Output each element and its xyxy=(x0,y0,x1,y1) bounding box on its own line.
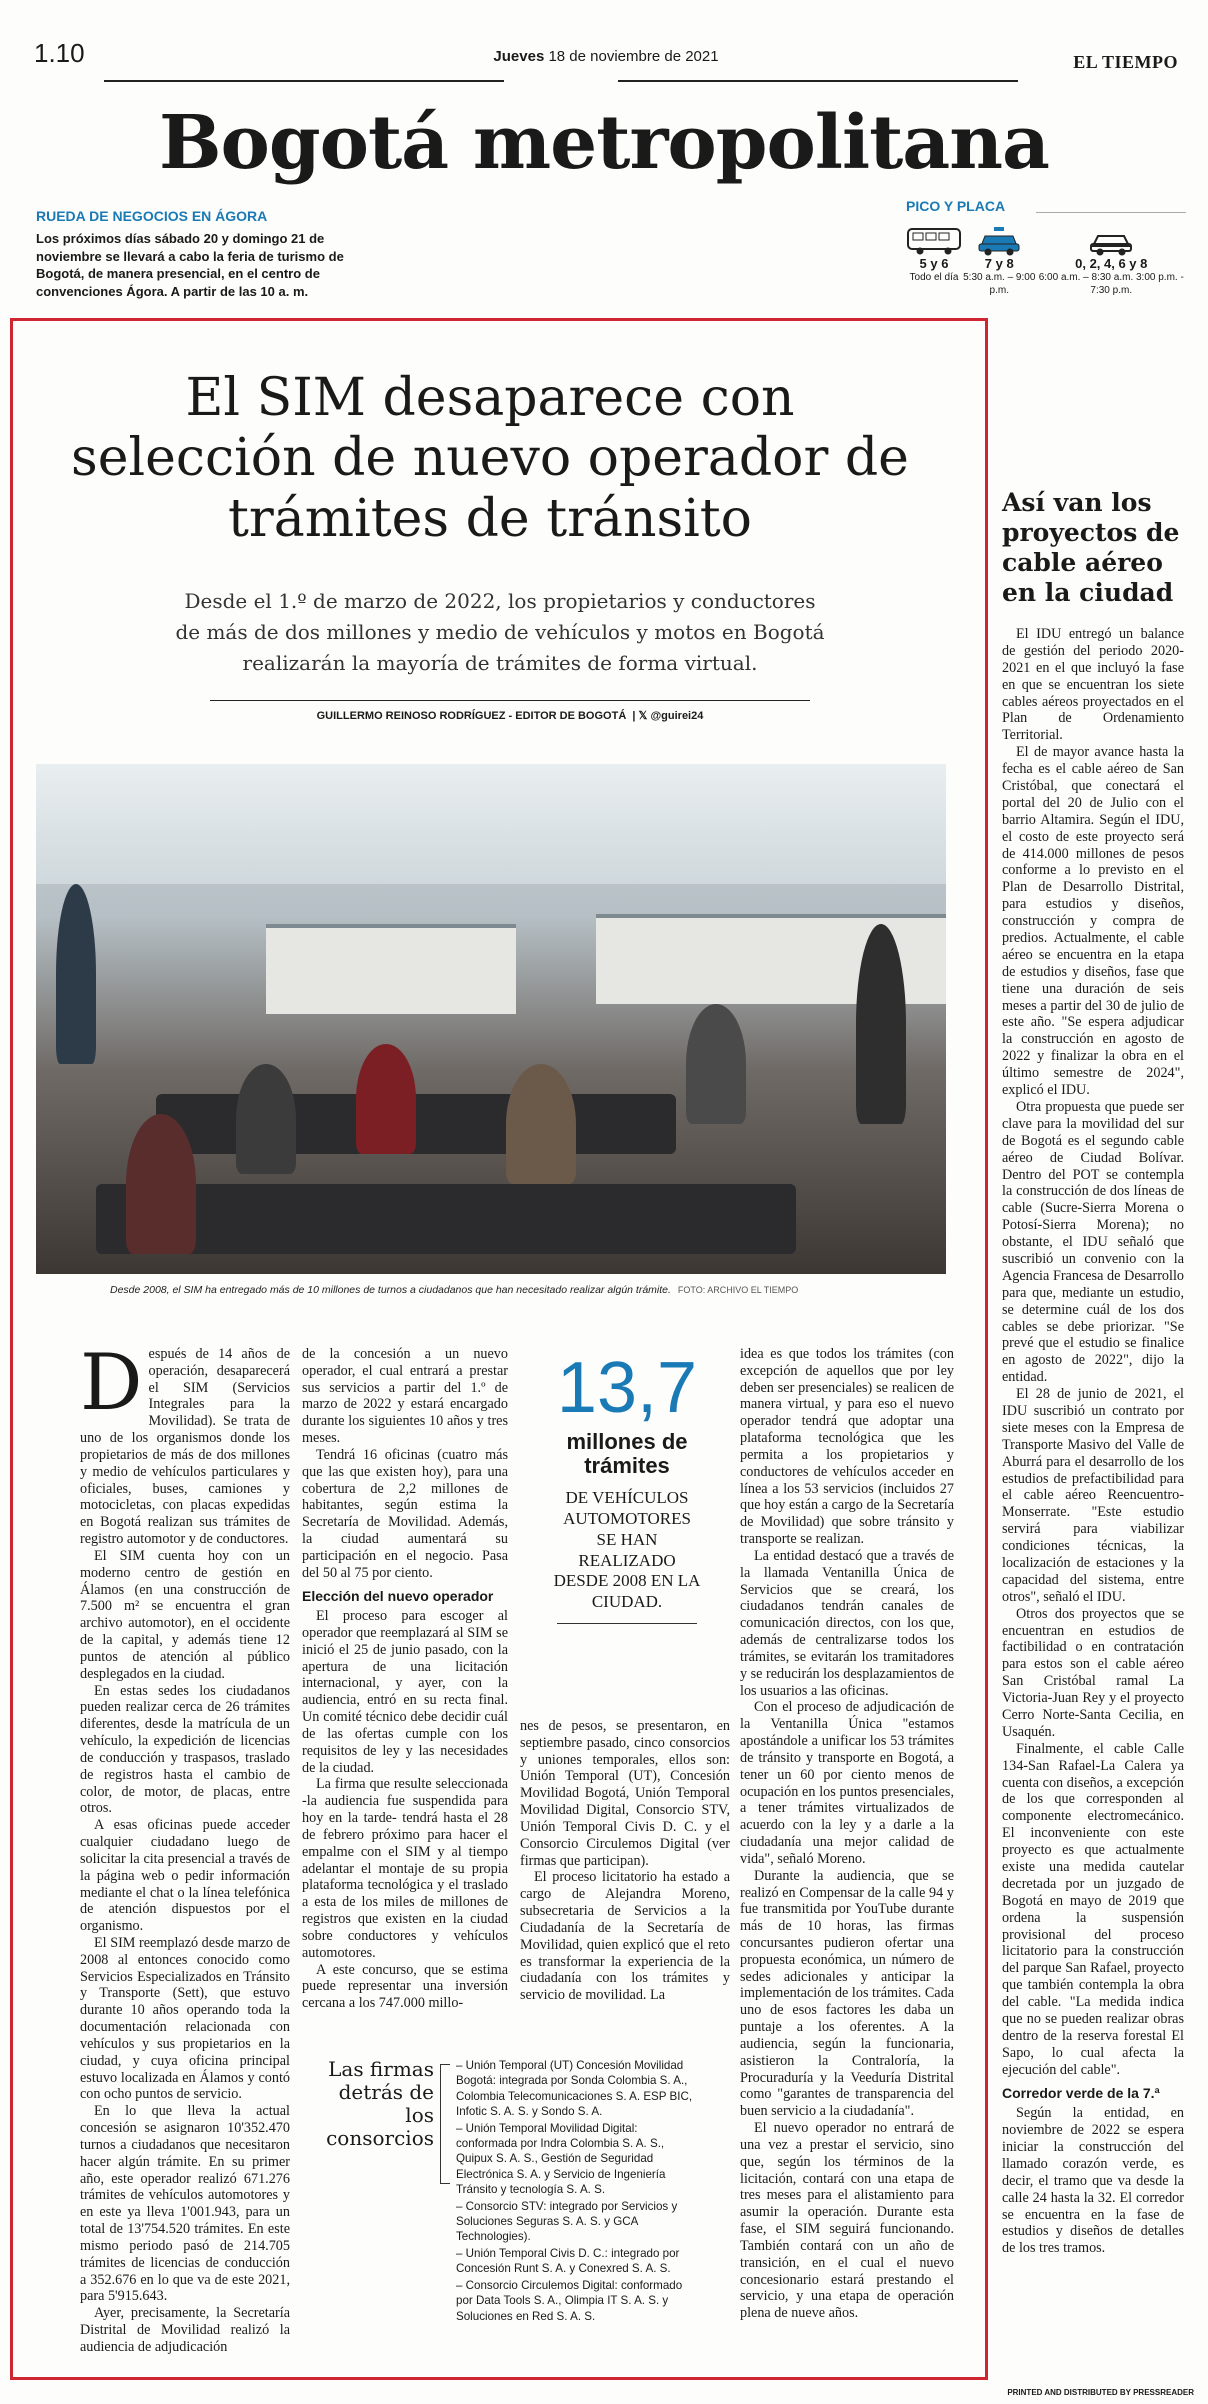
photo-person xyxy=(56,884,96,1064)
list-item: – Unión Temporal Movilidad Digital: conformada por Indra Colombia S. A. S., Quipux S. A. S., Gestión de Seguridad Electrónica S. A. y Servicio de Ingeniería Tránsito y tecnología S. A. S. xyxy=(456,2121,666,2197)
paragraph: El de mayor avance hasta la fecha es el cable aéreo de San Cristóbal, que conectará el portal del 20 de Julio con el barrio Altamira. Según el IDU, el costo de este proyecto será de 414.000 millones de pesos conforme a lo previsto en el Plan de Desarrollo Distrital, para estudios y diseños, construcción y compra de predios. Actualmente, el cable aéreo se encuentra en la etapa de estudios y diseños, fase que tiene una duración de seis meses a partir del 30 de julio de este año. "Se espera adjudicar la construcción en agosto de 2022 y finalizar la obra en el último semestre de 2024", explicó el IDU. xyxy=(1002,744,1184,1099)
bus-icon xyxy=(906,222,962,256)
car-icon xyxy=(1037,222,1186,256)
paragraph: Tendrá 16 oficinas (cuatro más que las que existen hoy), para una cobertura de 2,2 millones de habitantes, según estima la Secretaría de Movilidad. Además, la ciudad aumentará su participación en el negocio. Pasa del 50 al 75 por ciento. xyxy=(302,1446,508,1581)
paragraph: Otros dos proyectos que se encuentran en estudios de factibilidad o en contratación para estos son el cable aéreo San Cristóbal ramal La Victoria-Juan Rey y el proyecto Cerro Norte-Santa Cecilia, en Usaquén. xyxy=(1002,1605,1184,1740)
paragraph: A esas oficinas puede acceder cualquier ciudadano luego de solicitar la cita presencial a través de la página web o pedir información mediante el chat o la línea telefónica de atención dispuestos por el organismo. xyxy=(80,1817,290,1935)
subheading: Elección del nuevo operador xyxy=(302,1587,494,1604)
byline-author: GUILLERMO REINOSO RODRÍGUEZ - EDITOR DE BOGOTÁ xyxy=(316,710,627,722)
twitter-icon: | 𝕏 xyxy=(629,710,651,722)
article-column-2 xyxy=(302,1346,508,2012)
stat-callout xyxy=(552,1348,702,1624)
brief-text: Los próximos días sábado 20 y domingo 21 de noviembre se llevará a cabo la feria de turismo de Bogotá, de manera presencial, en el centro de convenciones Ágora. A partir de las 10 a. m. xyxy=(36,231,344,299)
paragraph: El nuevo operador no entrará de una vez a prestar el servicio, sino que, según los términos de la licitación, contará con una etapa de tres meses para el alistamiento para asumir la operación. Durante esta fase, el SIM seguirá funcionando. También contará con un año de transición, en el cual el nuevo concesionario estará prestando el servicio, y una etapa de operación plena de nueve años. xyxy=(740,2120,954,2322)
stat-value: 13,7 xyxy=(556,1348,698,1428)
article-column-1 xyxy=(80,1338,290,2356)
byline-handle: @guirei24 xyxy=(650,710,704,722)
pico-item-bus xyxy=(906,222,962,297)
paragraph: Durante la audiencia, que se realizó en Compensar de la calle 94 y fue transmitida por YouTube durante más de 10 horas, las firmas concursantes pudieron ofertar una propuesta económica, un número de sedes adicionales y anticipar la implementación de los trámites. Cada uno de esos factores les daba un puntaje a los oferentes. A la audiencia, según la funcionaria, asistieron la Contraloría, la Procuraduría y la Veeduría Distrital como "garantes de transparencia del buen servicio a la ciudadanía". xyxy=(740,1867,954,2120)
paragraph: En estas sedes los ciudadanos pueden realizar cerca de 26 trámites diferentes, desde la matrícula de un vehículo, la expedición de licencias de conducción y traspasos, traslado de registros hasta el cambio de color, de motor, de placas, entre otros. xyxy=(80,1682,290,1817)
paragraph: Según la entidad, en noviembre de 2022 se espera iniciar la construcción del llamado corazón verde, es decir, el tramo que va desde la calle 24 hasta la 32. El corredor se encuentra en la fase de estudios y diseños de detalles de los tres tramos. xyxy=(1002,2105,1184,2257)
pico-item-car xyxy=(1037,222,1186,297)
pico-placa-box xyxy=(906,198,1186,297)
paragraph: El SIM cuenta hoy con un moderno centro de gestión en Álamos (en una construcción de 7.500 m² se encuentra el gran archivo automotor), en el occidente de la capital, y además tiene 12 puntos de atención al público desplegados en la ciudad. xyxy=(80,1547,290,1682)
list-item: – Consorcio STV: integrado por Servicios y Soluciones Seguras S. A. S. y GCA Technologies). xyxy=(456,2199,678,2244)
pico-hours: 6:00 a.m. – 8:30 a.m. 3:00 p.m. - 7:30 p.m. xyxy=(1038,272,1184,296)
photo-person xyxy=(236,1064,296,1174)
paragraph: Ayer, precisamente, la Secretaría Distrital de Movilidad realizó la audiencia de adjudicación xyxy=(80,2305,290,2355)
photo-person xyxy=(686,1004,746,1124)
pico-plates: 7 y 8 xyxy=(984,256,1014,271)
pico-placa-title: PICO Y PLACA xyxy=(906,198,1006,214)
stat-unit: millones de trámites xyxy=(566,1429,688,1479)
paragraph: El 28 de junio de 2021, el IDU suscribió un contrato por siete meses con la Empresa de Transporte Masivo del Valle de Aburrá para el desarrollo de los estudios de prefactibilidad para el cable aéreo Reencuentro-Monserrate. "Este estudio servirá para viabilizar condiciones técnicas, la localización de estaciones y la capacidad del sistema, entre otros", señaló el IDU. xyxy=(1002,1386,1184,1605)
sidebar-title: Así van los proyectos de cable aéreo en la ciudad xyxy=(1002,488,1180,607)
paragraph: de la concesión a un nuevo operador, el cual entrará a prestar sus servicios a partir del 1.º de marzo de 2022 y estará encargado durante los siguientes 10 años y tres meses. xyxy=(302,1346,508,1447)
newspaper-logo: EL TIEMPO xyxy=(1073,52,1178,72)
pico-hours: Todo el día xyxy=(909,272,959,284)
paragraph: idea es que todos los trámites (con excepción de aquellos que por ley deben ser presenciales) se realicen de manera virtual, y para eso el nuevo operador tendrá que adoptar una plataforma tecnológica que les permita a los propietarios y conductores de vehículos acceder en línea a los 53 servicios (incluidos 27 que hoy están a cargo de la Secretaría de Movilidad) que sobre tránsito y transporte se realizan. xyxy=(740,1346,954,1548)
byline xyxy=(210,700,810,722)
firms-brace xyxy=(440,2064,450,2184)
masthead-bar xyxy=(34,38,1178,74)
sidebar-body xyxy=(1002,626,1184,2257)
page-number: 1.10 xyxy=(34,38,85,68)
photo-person xyxy=(856,924,906,1124)
photo-ceiling xyxy=(36,764,946,884)
paragraph: Finalmente, el cable Calle 134-San Rafael-La Calera ya cuenta con diseños, a excepción de los que corresponden al componente electromecánico. El inconveniente con este proyecto es que actualmente existe una medida cautelar decretada por un juzgado de Bogotá en mayo de 2019 que ordena la suspensión provisional del proceso licitatorio para la construcción del parque San Rafael, proyecto que también contempla la obra del cable. "La medida indica que no se pueden realizar obras dentro de la reserva forestal El Sapo, lo cual afecta la ejecución del cable". xyxy=(1002,1740,1184,2078)
photo-credit: FOTO: ARCHIVO EL TIEMPO xyxy=(677,1285,799,1295)
firms-label: Las firmas detrás de los consorcios xyxy=(326,2057,434,2150)
paragraph: En lo que lleva la actual concesión se asignaron 10'352.470 turnos a ciudadanos que necesitaron hacer algún trámite. En su primer año, este operador realizó 671.276 trámites de vehículos automotores y en este ya lleva 1'001.943, para un total de 13'754.520 trámites. En este mismo periodo pasó de 214.705 trámites de licencias de conducción a 352.676 en lo que va de este 2021, para 5'915.643. xyxy=(80,2103,290,2305)
caption-text: Desde 2008, el SIM ha entregado más de 10 millones de turnos a ciudadanos que han necesitado realizar algún trámite. xyxy=(110,1284,671,1296)
date-weekday: Jueves xyxy=(493,48,545,65)
paragraph: La firma que resulte seleccionada -la audiencia fue suspendida para hoy en la tarde- tendrá hasta el 28 de febrero próximo para hacer el empalme con el SIM y al tiempo adelantar el montaje de su propia plataforma tecnológica y el traslado a esta de los miles de millones de registros que existen en la ciudad sobre conductores y vehículos automotores. xyxy=(302,1776,508,1961)
article-deck: Desde el 1.º de marzo de 2022, los propietarios y conductores de más de dos millones y medio de vehículos y motos en Bogotá realizarán la mayoría de trámites de forma virtual. xyxy=(175,589,825,675)
list-item: – Unión Temporal Civis D. C.: integrado por Concesión Runt S. A. y Conexred S. A. S. xyxy=(456,2246,680,2276)
paragraph: El proceso licitatorio ha estado a cargo de Alejandra Moreno, subsecretaria de Servicios a la Ciudadanía de la Secretaría de Movilidad, quien explicó que el reto es transformar la experiencia de la ciudadanía con los trámites y servicio de movilidad. La xyxy=(520,1869,730,2004)
list-item: – Unión Temporal (UT) Concesión Movilidad Bogotá: integrada por Sonda Colombia S. A., Colombia Telecomunicaciones S. A. ESP BIC, Infotic S. A. S. y Sondo S. A. xyxy=(456,2059,693,2119)
stat-description: DE VEHÍCULOS AUTOMOTORES SE HAN REALIZADO DESDE 2008 EN LA CIUDAD. xyxy=(553,1488,701,1612)
photo-person xyxy=(356,1044,416,1154)
article-headline: El SIM desaparece con selección de nuevo operador de trámites de tránsito xyxy=(71,368,909,549)
pico-hours: 5:30 a.m. – 9:00 p.m. xyxy=(963,272,1036,296)
paragraph: A este concurso, que se estima puede representar una inversión cercana a los 747.000 millo- xyxy=(302,1961,508,2012)
photo-person xyxy=(126,1114,196,1254)
article-column-4 xyxy=(740,1346,954,2322)
brief-title: RUEDA DE NEGOCIOS EN ÁGORA xyxy=(36,208,268,224)
stat-rule xyxy=(557,1623,697,1624)
firms-list xyxy=(456,2058,696,2325)
sidebar-subheading: Corredor verde de la 7.ª xyxy=(1002,2084,1160,2101)
pico-plates: 0, 2, 4, 6 y 8 xyxy=(1075,256,1148,271)
masthead-rule-right xyxy=(618,80,1018,82)
sidebar-cable-aereo xyxy=(1002,488,1184,2257)
paragraph: El SIM reemplazó desde marzo de 2008 al entonces conocido como Servicios Especializados en Tránsito y Transporte (Sett), que estuvo durante 10 años operando toda la documentación relacionada con vehículos y sus propietarios en la ciudad, y cuya oficina principal estuvo localizada en Álamos y contó con ocho puntos de servicio. xyxy=(80,1934,290,2103)
photo-service-counter xyxy=(266,924,516,1014)
pico-placa-rule xyxy=(1036,212,1186,213)
paragraph: El proceso para escoger al operador que reemplazará al SIM se inició el 25 de junio pasado, con la apertura de una licitación internacional, y ayer, con la audiencia, entró en su recta final. Un comité técnico debe decidir cuál de las ofertas cumple con los requisitos de ley y las necesidades de la ciudad. xyxy=(302,1608,508,1776)
news-brief xyxy=(36,208,376,300)
article-photo xyxy=(36,764,946,1274)
paragraph: El IDU entregó un balance de gestión del periodo 2020-2021 en el que incluyó la fase en que se encuentran los siete cables aéreos proyectados en el Plan de Ordenamiento Territorial. xyxy=(1002,626,1184,744)
section-title: Bogotá metropolitana xyxy=(158,100,1049,186)
paragraph: nes de pesos, se presentaron, en septiembre pasado, cinco consorcios y uniones temporales, ellos son: Unión Temporal (UT), Concesión Movilidad Bogotá, Unión Temporal Movilidad Digital, Consorcio STV, Unión Temporal Civis D. C. y el Consorcio Circulemos Digital (ver firmas que participan). xyxy=(520,1718,730,1869)
article-column-3 xyxy=(520,1718,730,2004)
photo-seat-row xyxy=(156,1094,676,1154)
dropcap: D xyxy=(80,1338,143,1428)
photo-person xyxy=(506,1064,576,1184)
date-line xyxy=(34,48,1178,65)
masthead-rule-left xyxy=(104,80,504,82)
pressreader-badge: PRINTED AND DISTRIBUTED BY PRESSREADER xyxy=(1007,2388,1194,2397)
date-text: 18 de noviembre de 2021 xyxy=(548,48,719,65)
consortium-firms-box xyxy=(322,2058,694,2368)
list-item: – Consorcio Circulemos Digital: conformado por Data Tools S. A., Olimpia IT S. A. S. y Soluciones en Red S. A. S. xyxy=(456,2278,683,2323)
paragraph: Después de 14 años de operación, desaparecerá el SIM (Servicios Integrales para la Movilidad). Se trata de uno de los organismos donde los propietarios de más de dos millones y medio de vehículos particulares y oficiales, buses, camiones y motocicletas, con placas expedidas en Bogotá realizan sus trámites de registro automotor y de conductores. xyxy=(80,1338,290,1548)
paragraph: Con el proceso de adjudicación de la Ventanilla Única "estamos apostándole a unificar los 53 trámites de tránsito y transporte en Bogotá, a tener un 60 por ciento menos de ocupación en los puntos presenciales, a tener trámites virtualizados de acuerdo con la ley y a darle a la ciudadanía una mejor calidad de vida", señaló Moreno. xyxy=(740,1699,954,1867)
pico-item-taxi xyxy=(962,222,1037,297)
photo-seat-row xyxy=(96,1184,796,1254)
paragraph: La entidad destacó que a través de la llamada Ventanilla Única de Servicios que se creará, los ciudadanos tendrán canales de comunicación directos, con los que, además de centralizarse todos los trámites, se evitarán los tramitadores y se reducirán los desplazamientos de los usuarios a las oficinas. xyxy=(740,1547,954,1699)
paragraph: Otra propuesta que puede ser clave para la movilidad del sur de Bogotá es el segundo cable aéreo de Ciudad Bolívar. Dentro del POT se contempla la construcción de dos líneas de cable (Sucre-Sierra Morena o Potosí-Sierra Morena); no obstante, el IDU señaló que suscribió un convenio con la Agencia Francesa de Desarrollo para que, mediante un estudio, se determine cuál de los dos cables se debe priorizar. "Se prevé que el estudio se finalice en agosto de 2022", dijo la entidad. xyxy=(1002,1098,1184,1386)
taxi-icon xyxy=(962,222,1037,256)
pico-plates: 5 y 6 xyxy=(919,256,949,271)
photo-caption xyxy=(110,1284,798,1296)
